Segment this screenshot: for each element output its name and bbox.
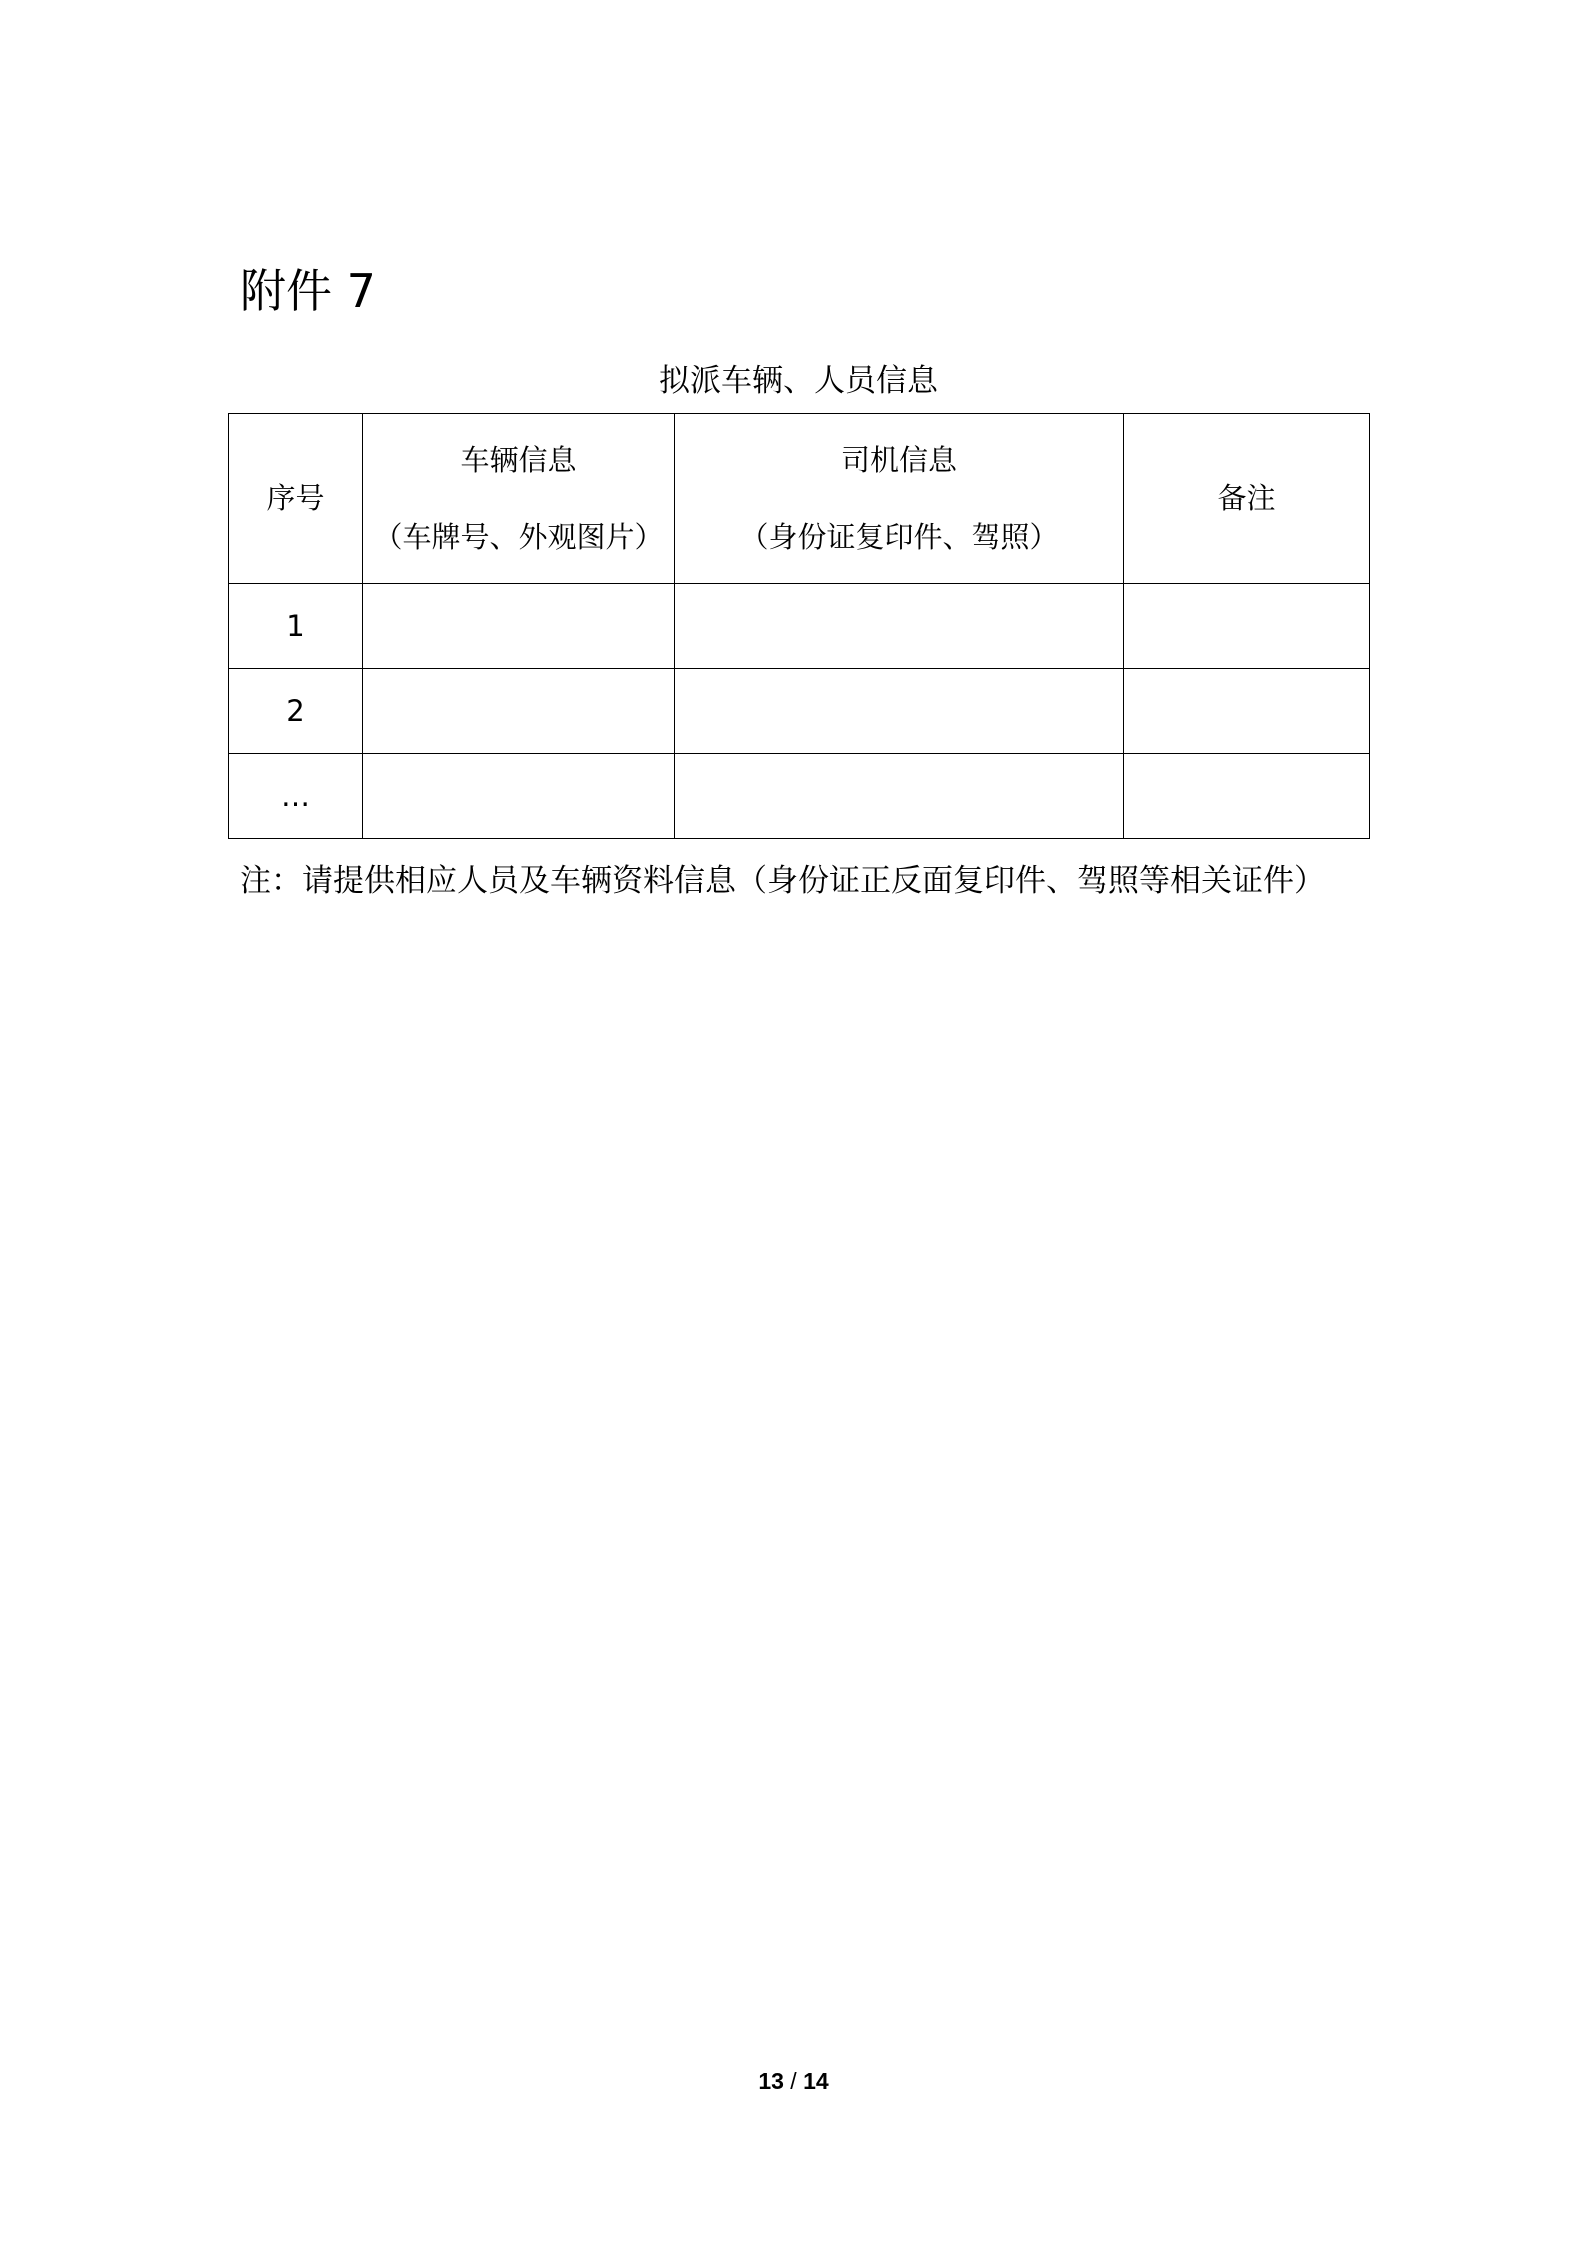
total-page-count: 14	[803, 2068, 829, 2094]
vehicle-personnel-table	[228, 413, 1370, 839]
header-label: 备注	[1217, 481, 1276, 515]
table-title: 拟派车辆、人员信息	[659, 363, 938, 399]
remark-cell	[1124, 754, 1370, 839]
annex-title: 附件 7	[240, 264, 376, 318]
header-sublabel: （身份证复印件、驾照）	[739, 519, 1059, 554]
header-cell-number	[229, 414, 363, 584]
table-note: 注：请提供相应人员及车辆资料信息（身份证正反面复印件、驾照等相关证件）	[240, 863, 1325, 899]
current-page-number: 13	[758, 2068, 784, 2094]
remark-cell	[1124, 584, 1370, 669]
header-label: 司机信息	[840, 442, 957, 477]
header-cell-remark	[1124, 414, 1370, 584]
header-label: 车辆信息	[460, 442, 577, 477]
header-cell-driver	[675, 414, 1124, 584]
page-counter	[0, 2070, 1587, 2093]
row-number-cell: …	[229, 754, 363, 839]
page-separator: /	[790, 2068, 797, 2094]
header-cell-vehicle	[363, 414, 675, 584]
vehicle-info-cell	[363, 754, 675, 839]
table-header-row	[229, 414, 1370, 584]
driver-info-cell	[675, 584, 1124, 669]
table-row	[229, 584, 1370, 669]
header-sublabel: （车牌号、外观图片）	[373, 519, 664, 554]
row-number-cell: 1	[229, 584, 363, 669]
table-row	[229, 669, 1370, 754]
vehicle-info-cell	[363, 584, 675, 669]
table-row	[229, 754, 1370, 839]
driver-info-cell	[675, 754, 1124, 839]
remark-cell	[1124, 669, 1370, 754]
row-number-cell: 2	[229, 669, 363, 754]
driver-info-cell	[675, 669, 1124, 754]
header-label: 序号	[266, 481, 325, 515]
vehicle-info-cell	[363, 669, 675, 754]
